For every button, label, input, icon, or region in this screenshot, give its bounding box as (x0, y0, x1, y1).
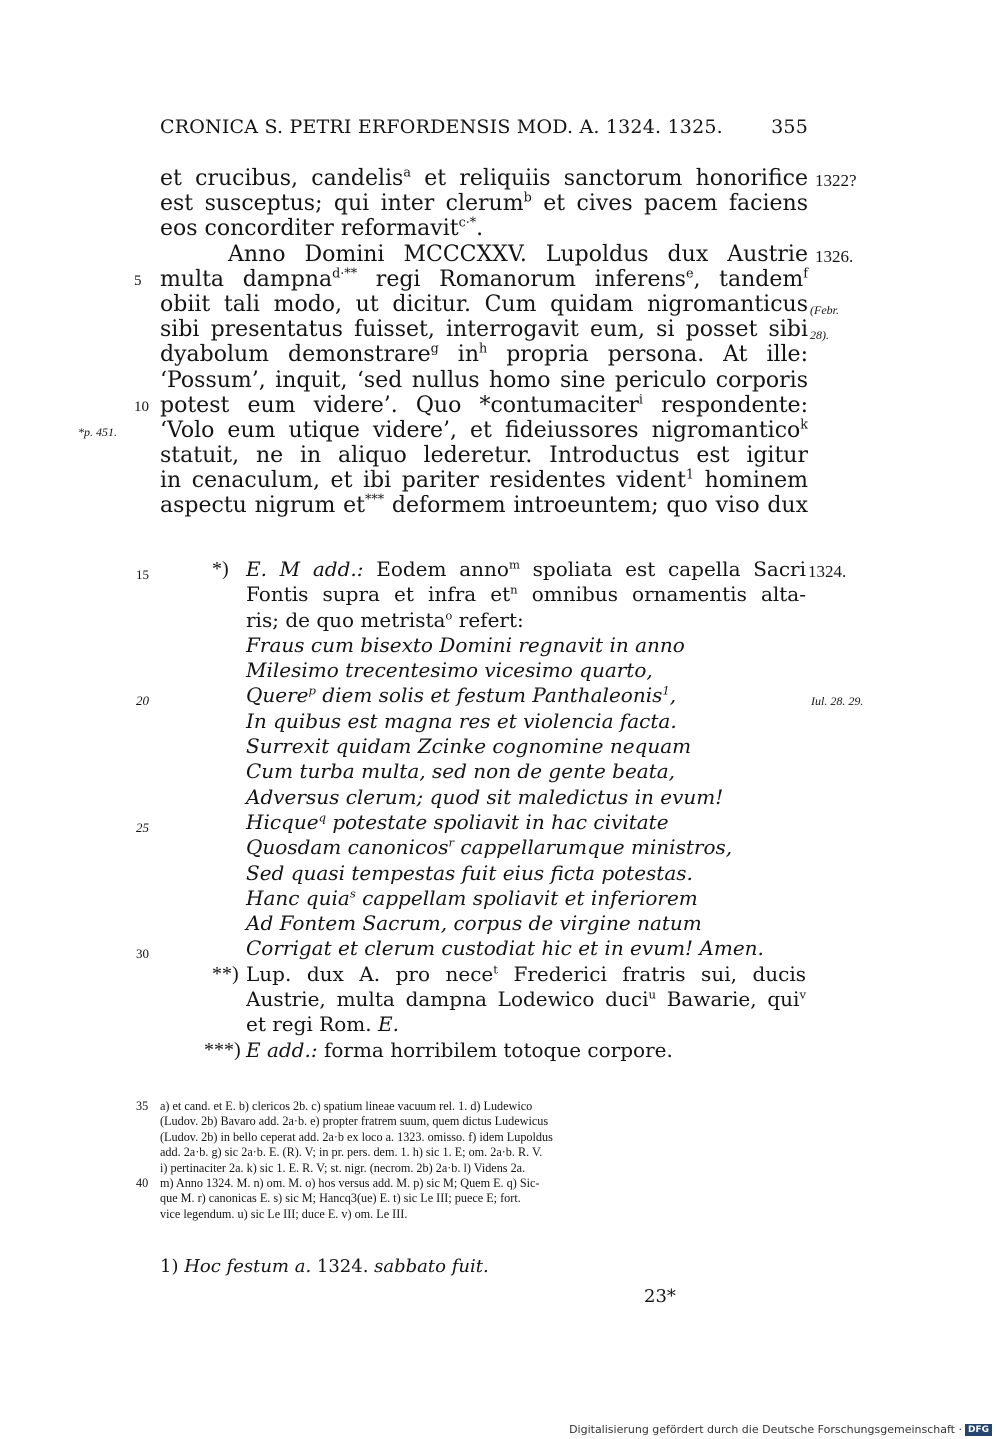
line-number: 30 (136, 946, 149, 962)
text-line: et crucibus, candelis$^a$ et reliquiis sanctorum honorifice 1322? (160, 166, 808, 191)
notes-block (136, 557, 864, 1063)
margin-date: Iul. 28. 29. (811, 694, 864, 709)
note-mark: *) (212, 558, 229, 580)
note-line: Austrie, multa dampna Lodewico duci$^u$ Bawarie, qui$^v$ (246, 987, 806, 1012)
verse-line: Milesimo trecentesimo vicesimo quarto, (246, 658, 653, 683)
verse-line: Adversus clerum; quod sit maledictus in evum! (246, 784, 724, 809)
text-line: dyabolum demonstrare$^g$ $in^h$ propria persona. At ille: (160, 341, 808, 368)
line-number: 25 (136, 819, 149, 835)
apparatus-line: (Ludov. 2b) Bavaro add. 2a·b. e) propter fratrem suum, quem dictus Ludewicus (160, 1114, 549, 1129)
line-number: 20 (136, 693, 149, 709)
verse-line: Hanc quia$^s$ cappellam spoliavit et inferiorem (246, 885, 698, 910)
apparatus-line: i) pertinaciter 2a. k) sic 1. E. R. V; st. nigr. (necrom. 2b) 2a·b. l) Videns 2a. (160, 1160, 526, 1175)
text-line: in cenaculum, et ibi pariter residentes vident$^1$ hominem (160, 467, 808, 494)
apparatus-line: add. 2a·b. g) sic 2a·b. E. (R). V; in pr. pers. dem. 1. h) sic 1. E; om. 2a·b. R. V. (160, 1145, 543, 1160)
verse-line: Ad Fontem Sacrum, corpus de virgine natum (246, 911, 702, 936)
line-number: 40 (136, 1175, 149, 1190)
note-mark: **) (212, 962, 239, 985)
text-line: *p. 451. ‘Volo eum utique videre’, et fideiussores nigromantico$^k$ (160, 418, 808, 443)
margin-date: 1322? (815, 171, 857, 190)
text-line: sibi presentatus fuisset, interrogavit eum, si posset sibi (160, 317, 808, 343)
running-header (160, 116, 808, 138)
text-line: ‘Possum’, inquit, ‘sed nullus homo sine periculo corporis (160, 367, 808, 393)
note-line: **) Lup. dux A. pro nece$^t$ Frederici fratris sui, ducis (212, 961, 806, 986)
verse-line: Cum turba multa, sed non de gente beata, (246, 759, 676, 784)
note-line: Fontis supra et infra $et^n$ omnibus ornamentis alta- (246, 582, 806, 607)
apparatus-line: 35 a) et cand. et E. b) clericos 2b. c) spatium lineae vacuum rel. 1. d) Ludewico (136, 1099, 533, 1113)
text-line: 10 potest eum videre’. Quo *contumaciter$^i$ respondente: (160, 393, 808, 418)
verse-line: In quibus est magna res et violencia facta. (246, 708, 677, 733)
text-line: eos concorditer reformavit$^{c\cdot*}$. (160, 216, 484, 242)
text-line: est susceptus; qui inter clerum$^b$ et cives pacem faciens (160, 190, 808, 217)
header-title: CRONICA S. PETRI ERFORDENSIS MOD. A. 1324. 1325. (160, 116, 723, 138)
left-margin-ref: *p. 451. (78, 424, 117, 439)
note-line: ris; de quo metrista$^o$ refert: (246, 607, 524, 632)
text-line: aspectu nigrum et*** deformem introeuntem; quo viso dux (160, 493, 808, 519)
apparatus-line: vice legendum. u) sic Le III; duce E. v) om. Le III. (160, 1206, 408, 1221)
apparatus-line: que M. r) canonicas E. s) sic M; Hancq3(ue) E. t) sic Le III; puece E; fort. (160, 1191, 521, 1206)
margin-date: (Febr. 28). (810, 302, 839, 343)
verse-line: 30 Corrigat et clerum custodiat hic et in evum! Amen. (246, 936, 806, 961)
line-number: 15 (136, 567, 149, 582)
apparatus-line: (Ludov. 2b) in bello ceperat add. 2a·b ex loco a. 1323. omisso. f) idem Lupoldus (160, 1129, 553, 1144)
margin-date: 1326. (815, 246, 854, 266)
note-line: et regi Rom. E. (246, 1012, 399, 1037)
margin-date: 1324. (808, 562, 847, 581)
footnote: 1) Hoc festum a. 1324. sabbato fuit. (160, 1256, 489, 1277)
page-number: 355 (771, 116, 808, 138)
verse-line: Sed quasi tempestas fuit eius ficta potestas. (246, 860, 693, 885)
verse-line: Surrexit quidam Zcinke cognomine nequam (246, 734, 692, 759)
text-line: 5 multa dampna$^{d\cdot**}$ regi Romanorum inferens$^e$, tandem$^f$ (160, 267, 808, 292)
note-mark: ***) (204, 1038, 241, 1061)
line-number: 5 (134, 272, 142, 289)
main-text (78, 165, 857, 519)
note-line: ***) E add.: forma horribilem totoque corpore. (204, 1037, 673, 1062)
apparatus-line: 40 m) Anno 1324. M. n) om. M. o) hos versus add. M. p) sic M; Quem E. q) Sic- (136, 1175, 540, 1190)
digitization-credit (569, 1423, 992, 1436)
text-line: obiit tali modo, ut dicitur. Cum quidam nigromanticus (Febr. 28). (160, 292, 808, 317)
text-line: Anno Domini MCCCXXV. Lupoldus dux Austrie 1326. (160, 242, 808, 267)
verse-line: 25 Hicque$^q$ potestate spoliavit in hac civitate (246, 810, 806, 835)
line-number: 10 (134, 398, 149, 415)
verse-line: Fraus cum bisexto Domini regnavit in anno (246, 632, 685, 657)
line-number: 35 (136, 1099, 149, 1113)
verse-line: Quosdam canonicos$^r$ cappellarumque ministros, (246, 835, 733, 860)
verse-line: 20 Quere$^p$ diem solis et festum Panthaleonis$^1$, Iul. 28. 29. (246, 683, 806, 708)
note-line: 15 *) E. M add.: Eodem anno$^m$ spoliata est capella Sacri 1324. (246, 557, 806, 582)
dfg-logo: DFG (965, 1424, 992, 1436)
credit-text: Digitalisierung gefördert durch die Deutsche Forschungsgemeinschaft · (569, 1423, 962, 1436)
signature-mark: 23* (644, 1286, 676, 1307)
critical-apparatus (136, 1099, 800, 1222)
text-line: statuit, ne in aliquo lederetur. Introductus est igitur (160, 443, 808, 469)
